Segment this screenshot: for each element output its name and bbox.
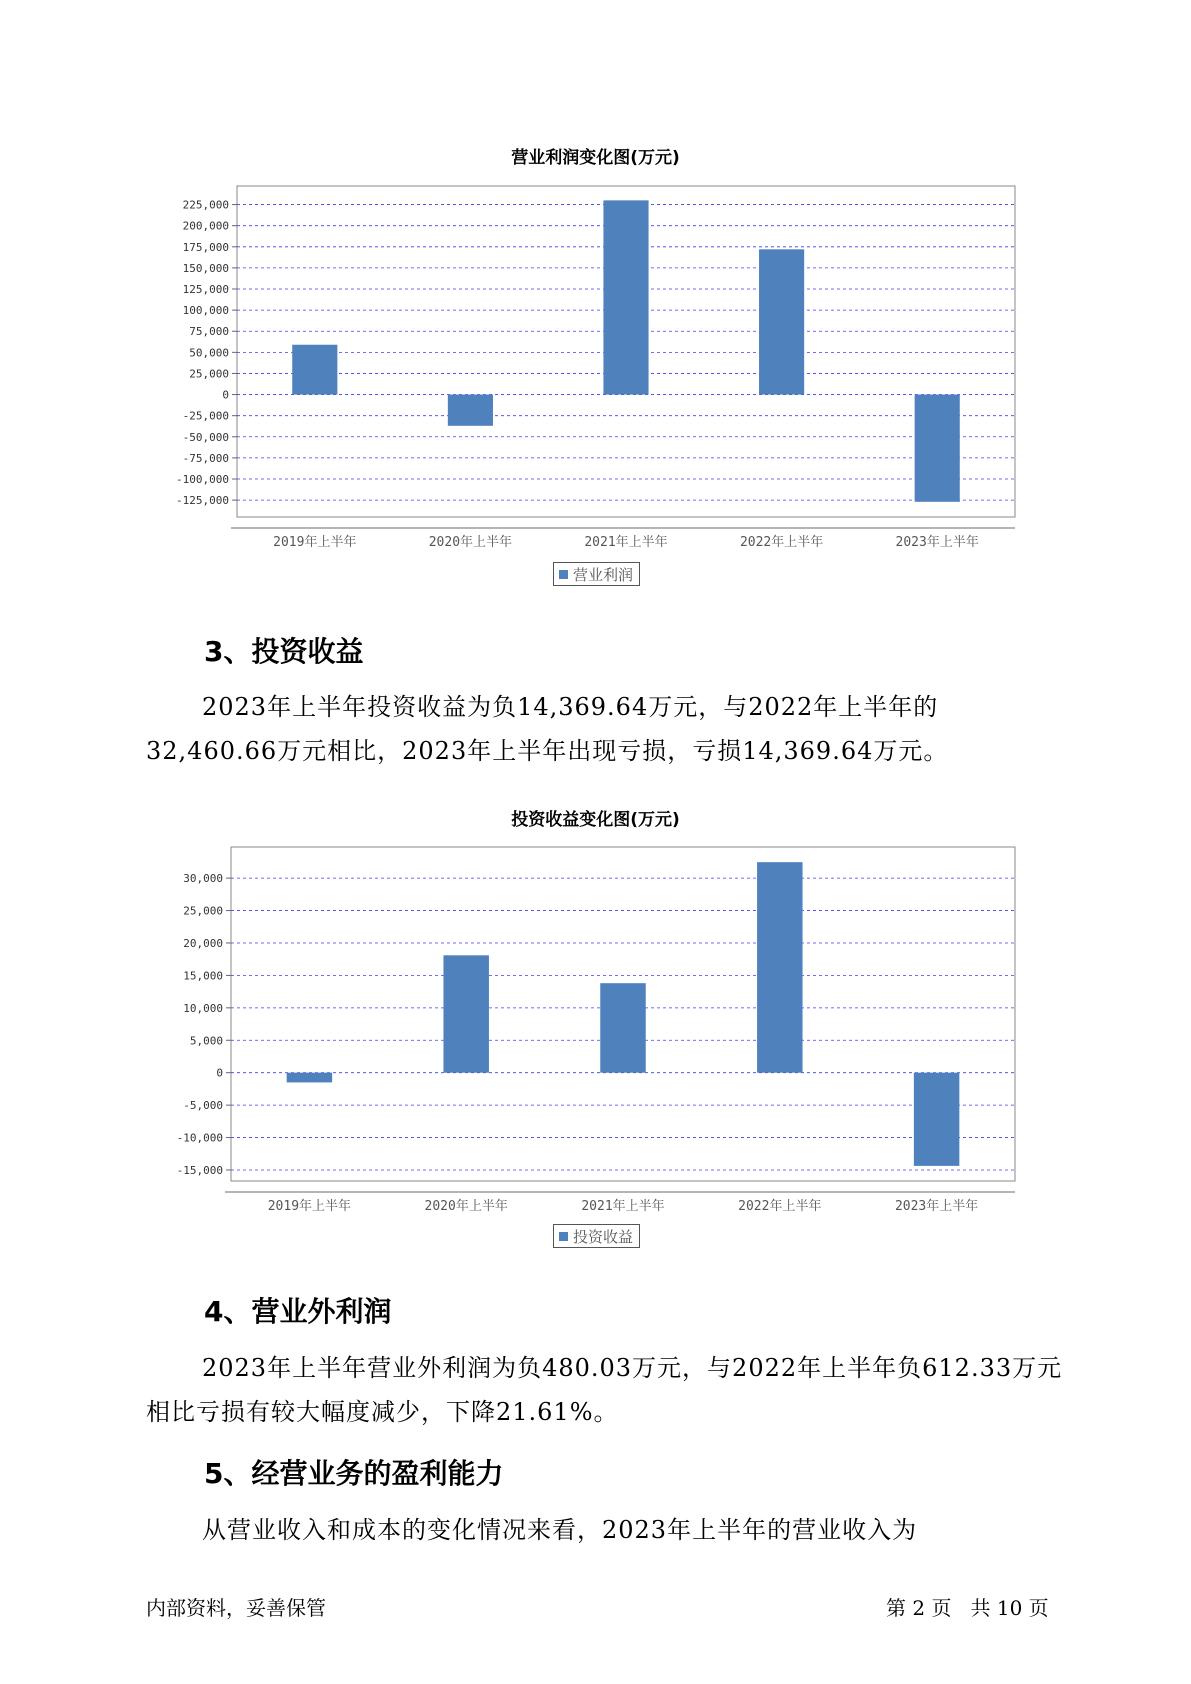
y-tick-label: 100,000: [182, 304, 229, 318]
y-tick-label: 5,000: [189, 1034, 223, 1048]
x-tick-label: 2023年上半年: [895, 535, 979, 550]
bar: [600, 983, 645, 1072]
y-tick-label: 0: [222, 388, 229, 402]
bar: [759, 249, 804, 394]
y-tick-label: 10,000: [183, 1001, 223, 1015]
chart-title-operating-profit: 营业利润变化图(万元): [511, 148, 680, 168]
y-tick-label: 175,000: [182, 240, 229, 254]
y-tick-label: -75,000: [182, 451, 229, 465]
bar: [443, 955, 488, 1072]
y-tick-label: -5,000: [183, 1099, 223, 1113]
chart-legend-investment-income: [553, 1224, 640, 1248]
y-tick-label: -125,000: [176, 494, 229, 508]
section-3-paragraph: 2023年上半年投资收益为负14,369.64万元，与2022年上半年的32,460.66万元相比，2023年上半年出现亏损，亏损14,369.64万元。: [146, 693, 949, 765]
bar: [603, 200, 648, 394]
x-tick-label: 2021年上半年: [584, 535, 668, 550]
x-tick-label: 2022年上半年: [738, 1199, 822, 1214]
y-tick-label: -10,000: [176, 1131, 223, 1145]
legend-swatch: [559, 570, 568, 579]
x-tick-label: 2020年上半年: [424, 1199, 508, 1214]
x-tick-label: 2019年上半年: [267, 1199, 352, 1214]
investment-income-chart: [0, 835, 1191, 1217]
y-tick-label: 150,000: [182, 261, 229, 275]
footer-confidential-note: 内部资料，妥善保管: [146, 1596, 326, 1620]
y-tick-label: -25,000: [182, 409, 229, 423]
bar: [914, 1073, 959, 1166]
x-tick-label: 2022年上半年: [739, 535, 824, 550]
chart-legend-operating-profit: [553, 562, 640, 586]
footer-page-number: 第 2 页 共 10 页: [886, 1596, 1049, 1620]
y-tick-label: -15,000: [176, 1163, 223, 1177]
section-5-heading: 5、经营业务的盈利能力: [204, 1457, 504, 1490]
y-tick-label: -50,000: [182, 430, 229, 444]
operating-profit-chart: [0, 170, 1191, 552]
section-4-paragraph: 2023年上半年营业外利润为负480.03万元，与2022年上半年负612.33万元相比亏损有较大幅度减少，下降21.61%。: [146, 1354, 1063, 1426]
y-tick-label: 75,000: [189, 325, 229, 339]
y-tick-label: 25,000: [183, 904, 223, 918]
legend-label: 投资收益: [573, 1227, 634, 1246]
y-tick-label: -100,000: [176, 473, 229, 487]
y-tick-label: 25,000: [189, 367, 229, 381]
y-tick-label: 20,000: [183, 936, 223, 950]
x-tick-label: 2019年上半年: [273, 535, 357, 550]
bar: [915, 395, 960, 502]
y-tick-label: 15,000: [183, 969, 223, 983]
section-4-heading: 4、营业外利润: [204, 1295, 392, 1328]
section-5-paragraph: 从营业收入和成本的变化情况来看，2023年上半年的营业收入为: [202, 1516, 918, 1544]
y-tick-label: 0: [216, 1066, 223, 1080]
y-tick-label: 200,000: [182, 219, 229, 233]
x-tick-label: 2023年上半年: [894, 1199, 979, 1214]
bar: [757, 862, 802, 1073]
y-tick-label: 30,000: [183, 872, 223, 886]
section-3-heading: 3、投资收益: [204, 635, 364, 668]
y-tick-label: 225,000: [182, 198, 229, 212]
y-tick-label: 125,000: [182, 283, 229, 297]
x-tick-label: 2021年上半年: [581, 1199, 665, 1214]
bar: [292, 345, 337, 395]
legend-swatch: [559, 1232, 568, 1241]
bar: [287, 1073, 332, 1083]
bar: [448, 395, 493, 426]
y-tick-label: 50,000: [189, 346, 229, 360]
chart-title-investment-income: 投资收益变化图(万元): [511, 810, 680, 830]
x-tick-label: 2020年上半年: [428, 535, 513, 550]
legend-label: 营业利润: [573, 565, 634, 584]
